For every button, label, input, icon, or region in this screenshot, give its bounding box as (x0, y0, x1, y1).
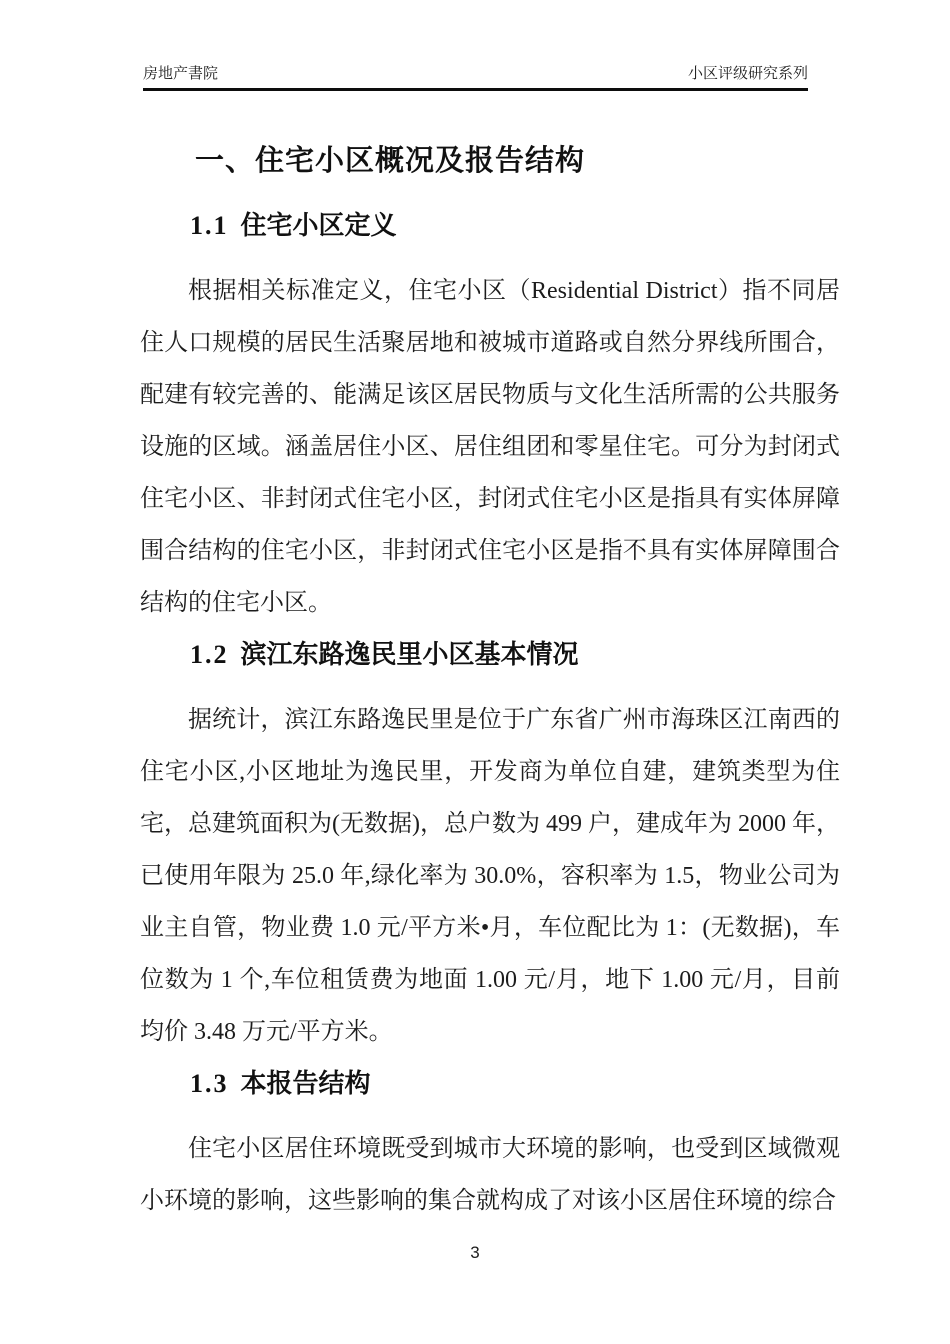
section-number: 1.2 (190, 640, 229, 669)
paragraph-definition: 根据相关标准定义，住宅小区（Residential District）指不同居住人口规模的居民生活聚居地和被城市道路或自然分界线所围合，配建有较完善的、能满足该区居民物质与文化生活所需的公共服务设施的区域。涵盖居住小区、居住组团和零星住宅。可分为封闭式住宅小区、非封闭式住宅小区，封闭式住宅小区是指具有实体屏障围合结构的住宅小区，非封闭式住宅小区是指不具有实体屏障围合结构的住宅小区。 (140, 278, 840, 616)
section-1-1 (140, 208, 840, 629)
section-heading-definition (190, 208, 840, 243)
section-title-text: 住宅小区定义 (240, 210, 397, 240)
section-heading-report-structure (190, 1066, 840, 1101)
section-title-text: 本报告结构 (240, 1068, 371, 1098)
page-header (143, 62, 808, 91)
section-1-3 (140, 1066, 840, 1227)
header-left-text: 房地产書院 (143, 65, 219, 82)
page-footer (0, 1243, 950, 1263)
paragraph-report-structure: 住宅小区居住环境既受到城市大环境的影响，也受到区域微观小环境的影响，这些影响的集合就构成了对该小区居住环境的综合 (140, 1136, 840, 1214)
section-1-2 (140, 637, 840, 1058)
section-number: 1.1 (190, 211, 229, 240)
document-content (140, 143, 840, 1227)
chapter-heading: 一、住宅小区概况及报告结构 (195, 145, 586, 177)
section-heading-basic-info (190, 637, 840, 672)
page-number: 3 (470, 1243, 480, 1262)
paragraph-basic-info: 据统计，滨江东路逸民里是位于广东省广州市海珠区江南西的住宅小区,小区地址为逸民里，开发商为单位自建，建筑类型为住宅，总建筑面积为(无数据)，总户数为 499 户，建成年为 2000 年，已使用年限为 25.0 年,绿化率为 30.0%，容积率为 1.5，物业公司为业主自管，物业费 1.0 元/平方米•月，车位配比为 1：(无数据)，车位数为 1 个,车位租赁费为地面 1.00 元/月，地下 1.00 元/月，目前均价 3.48 万元/平方米。 (140, 707, 840, 1045)
section-title-text: 滨江东路逸民里小区基本情况 (240, 639, 579, 669)
section-number: 1.3 (190, 1069, 229, 1098)
header-right-text: 小区评级研究系列 (687, 65, 808, 82)
